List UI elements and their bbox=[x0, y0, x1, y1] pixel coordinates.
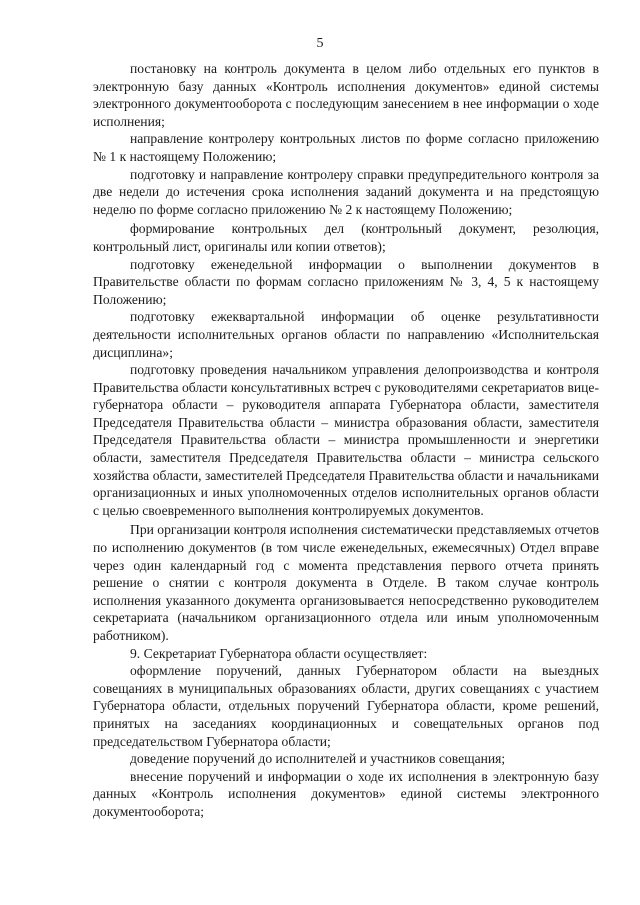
paragraph: формирование контрольных дел (контрольный документ, резолюция, контрольный лист, оригиналы или копии ответов); bbox=[93, 221, 599, 254]
paragraph: подготовку ежеквартальной информации об оценке результативности деятельности исполнительных органов области по направлению «Исполнительская дисциплина»; bbox=[93, 309, 599, 360]
paragraph: подготовку и направление контролеру справки предупредительного контроля за две недели до истечения срока исполнения заданий документа и на предстоящую неделю по форме согласно приложению № 2 к настоящему Положению; bbox=[93, 166, 599, 217]
paragraph: внесение поручений и информации о ходе их исполнения в электронную базу данных «Контроль исполнения документов» единой системы электронного документооборота; bbox=[93, 768, 599, 819]
paragraph: доведение поручений до исполнителей и участников совещания; bbox=[130, 751, 506, 767]
paragraph: подготовку еженедельной информации о выполнении документов в Правительстве области по формам согласно приложениям № 3, 4, 5 к настоящему Положению; bbox=[93, 256, 599, 307]
paragraph: подготовку проведения начальником управления делопроизводства и контроля Правительства области консультативных встреч с руководителями секретариатов вице-губернатора области – руководителя аппарата Губернатора области, заместителя Председателя Правительства области – министра образования области, заместителя Председателя Правительства области – министра промышленности и энергетики области, заместителя Председателя Правительства области – министра сельского хозяйства области, заместителей Председателя Правительства области и начальниками организационных и иных уполномоченных отделов исполнительных органов области с целью своевременного выполнения контролируемых документов. bbox=[93, 362, 599, 518]
paragraph: направление контролеру контрольных листов по форме согласно приложению № 1 к настоящему Положению; bbox=[93, 131, 599, 164]
page-number: 5 bbox=[316, 36, 324, 51]
section-heading: 9. Секретариат Губернатора области осуществляет: bbox=[130, 645, 428, 661]
paragraph: постановку на контроль документа в целом либо отдельных его пунктов в электронную базу данных «Контроль исполнения документов» единой системы электронного документооборота с последующим занесением в нее информации о ходе исполнения; bbox=[93, 61, 599, 129]
paragraph: оформление поручений, данных Губернатором области на выездных совещаниях в муниципальных образованиях области, других совещаниях с участием Губернатора области, отдельных поручений Губернатора области, кроме решений, принятых на заседаниях координационных и совещательных органов под председательством Губернатора области; bbox=[93, 663, 599, 749]
paragraph: При организации контроля исполнения систематически представляемых отчетов по исполнению документов (в том числе еженедельных, ежемесячных) Отдел вправе через один календарный год с момента представления первого отчета принять решение о снятии с контроля документа в Отделе. В таком случае контроль исполнения указанного документа организовывается непосредственно руководителем секретариата (начальником организационного отдела или иным уполномоченным работником). bbox=[93, 522, 600, 643]
body-text bbox=[93, 60, 599, 821]
